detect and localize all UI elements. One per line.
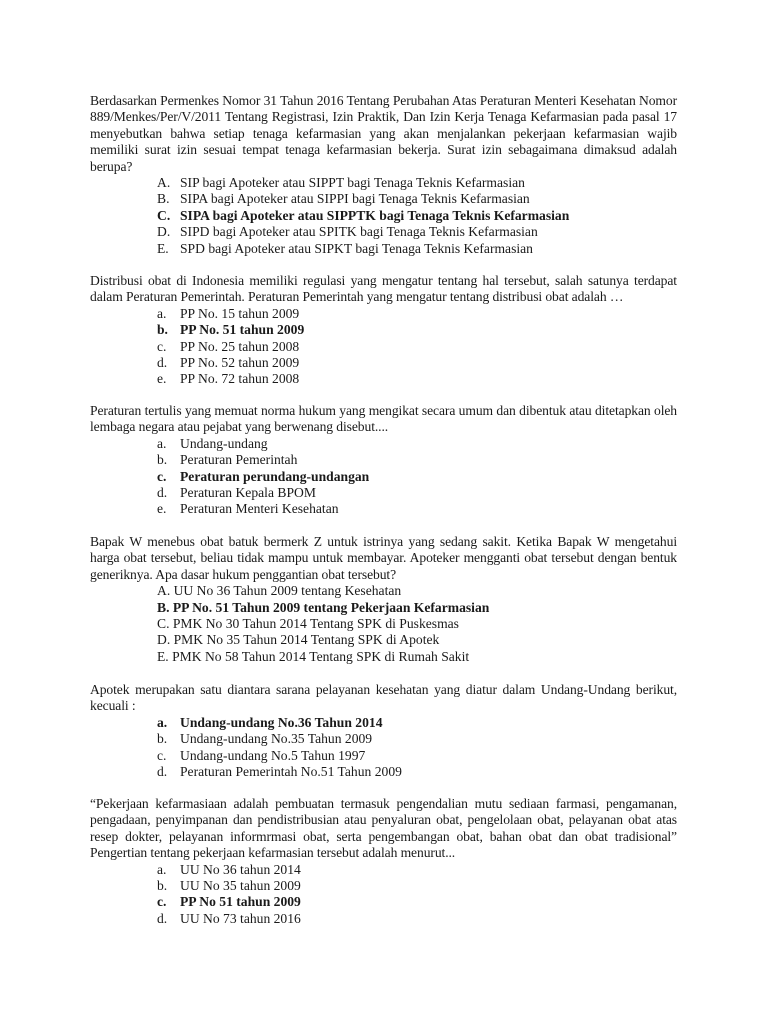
option-a [90, 862, 677, 878]
option-d [90, 632, 677, 648]
option-a [90, 175, 677, 191]
option-list [90, 715, 677, 781]
question-stem: Distribusi obat di Indonesia memiliki regulasi yang mengatur tentang hal tersebut, salah satunya terdapat dalam Peraturan Pemerintah. Peraturan Pemerintah yang mengatur tentang distribusi obat adalah … [90, 273, 677, 305]
option-text: Peraturan Pemerintah No.51 Tahun 2009 [180, 764, 402, 780]
option-list [90, 306, 677, 388]
question-stem: Bapak W menebus obat batuk bermerk Z untuk istrinya yang sedang sakit. Ketika Bapak W mengetahui harga obat tersebut, beliau tidak mampu untuk membayar. Apoteker mengganti obat tersebut dengan bentuk generiknya. Apa dasar hukum penggantian obat tersebut? [90, 534, 677, 582]
option-text: SIPA bagi Apoteker atau SIPPTK bagi Tenaga Teknis Kefarmasian [180, 207, 570, 223]
option-letter: d. [157, 910, 168, 926]
question-6 [90, 796, 677, 927]
question-stem: Apotek merupakan satu diantara sarana pelayanan kesehatan yang diatur dalam Undang-Undang berikut, kecuali : [90, 682, 677, 714]
question-stem: Peraturan tertulis yang memuat norma hukum yang mengikat secara umum dan dibentuk atau ditetapkan oleh lembaga negara atau pejabat yang berwenang disebut.... [90, 403, 677, 435]
option-text: Undang-undang No.36 Tahun 2014 [180, 714, 383, 730]
option-letter: a. [157, 861, 167, 877]
question-4 [90, 534, 677, 665]
option-text: Undang-undang [180, 435, 268, 451]
option-text: Undang-undang No.5 Tahun 1997 [180, 747, 366, 763]
option-e [90, 241, 677, 257]
option-text: PP No. 51 tahun 2009 [180, 322, 305, 338]
option-letter: c. [157, 894, 167, 910]
option-text: UU No 73 tahun 2016 [180, 910, 301, 926]
option-letter: b. [157, 452, 168, 468]
option-text: Peraturan perundang-undangan [180, 468, 370, 484]
option-text: Peraturan Kepala BPOM [180, 485, 316, 501]
option-e [90, 371, 677, 387]
option-text: PP No 51 tahun 2009 [180, 894, 301, 910]
option-b [90, 191, 677, 207]
question-stem: Berdasarkan Permenkes Nomor 31 Tahun 2016 Tentang Perubahan Atas Peraturan Menteri Kesehatan Nomor 889/Menkes/Per/V/2011 Tentang Registrasi, Izin Praktik, Dan Izin Kerja Tenaga Kefarmasian pada pasal 17 menyebutkan bahwa setiap tenaga kefarmasian yang akan menjalankan pekerjaan kefarmasian wajib memiliki surat izin sesuai tempat tenaga kefarmasian bekerja. Surat izin sebagaimana dimaksud adalah berupa? [90, 93, 677, 174]
option-c [90, 339, 677, 355]
question-5 [90, 682, 677, 780]
option-letter: a. [157, 305, 167, 321]
option-text: C. PMK No 30 Tahun 2014 Tentang SPK di Puskesmas [157, 616, 459, 632]
option-letter: c. [157, 468, 167, 484]
question-3 [90, 403, 677, 518]
option-text: Undang-undang No.35 Tahun 2009 [180, 731, 373, 747]
option-list [90, 862, 677, 928]
option-letter: d. [157, 355, 168, 371]
option-letter: c. [157, 747, 167, 763]
option-list [90, 175, 677, 257]
option-text: SIPD bagi Apoteker atau SPITK bagi Tenaga Teknis Kefarmasian [180, 224, 538, 240]
option-b [90, 731, 677, 747]
option-letter: C. [157, 207, 171, 223]
option-text: PP No. 72 tahun 2008 [180, 371, 300, 387]
option-e [90, 649, 677, 665]
option-e [90, 501, 677, 517]
option-text: E. PMK No 58 Tahun 2014 Tentang SPK di Rumah Sakit [157, 648, 470, 664]
option-d [90, 911, 677, 927]
option-d [90, 764, 677, 780]
option-c [90, 616, 677, 632]
option-d [90, 224, 677, 240]
option-list [90, 583, 677, 665]
option-letter: c. [157, 338, 167, 354]
option-text: A. UU No 36 Tahun 2009 tentang Kesehatan [157, 583, 402, 599]
option-a [90, 306, 677, 322]
option-text: Peraturan Menteri Kesehatan [180, 501, 339, 517]
option-text: B. PP No. 51 Tahun 2009 tentang Pekerjaan Kefarmasian [157, 599, 490, 615]
option-text: UU No 35 tahun 2009 [180, 878, 301, 894]
option-text: UU No 36 tahun 2014 [180, 861, 301, 877]
option-letter: d. [157, 764, 168, 780]
option-letter: e. [157, 501, 167, 517]
option-list [90, 436, 677, 518]
option-letter: b. [157, 878, 168, 894]
option-b-correct [90, 322, 677, 338]
option-text: PP No. 15 tahun 2009 [180, 305, 300, 321]
option-a [90, 583, 677, 599]
option-letter: a. [157, 714, 168, 730]
option-text: SIP bagi Apoteker atau SIPPT bagi Tenaga Teknis Kefarmasian [180, 175, 525, 191]
option-b [90, 878, 677, 894]
option-d [90, 355, 677, 371]
option-text: PP No. 52 tahun 2009 [180, 355, 300, 371]
option-text: Peraturan Pemerintah [180, 452, 298, 468]
option-text: SIPA bagi Apoteker atau SIPPI bagi Tenaga Teknis Kefarmasian [180, 191, 530, 207]
option-letter: A. [157, 175, 171, 191]
option-a-correct [90, 715, 677, 731]
option-letter: e. [157, 371, 167, 387]
option-letter: E. [157, 240, 169, 256]
option-c-correct [90, 208, 677, 224]
option-letter: B. [157, 191, 170, 207]
option-letter: d. [157, 485, 168, 501]
question-2 [90, 273, 677, 388]
option-c-correct [90, 469, 677, 485]
question-stem: “Pekerjaan kefarmasiaan adalah pembuatan termasuk pengendalian mutu sediaan farmasi, pengamanan, pengadaan, penyimpanan dan pendistribusian atau penyaluran obat, pengelolaan obat, pelayanan obat atas resep dokter, pelayanan informrmasi obat, serta pengembangan obat, bahan obat dan obat tradisional” Pengertian tentang pekerjaan kefarmasian tersebut adalah menurut... [90, 796, 677, 861]
option-a [90, 436, 677, 452]
option-b [90, 452, 677, 468]
option-letter: D. [157, 224, 171, 240]
question-1 [90, 93, 677, 257]
option-c [90, 748, 677, 764]
option-text: SPD bagi Apoteker atau SIPKT bagi Tenaga Teknis Kefarmasian [180, 240, 533, 256]
option-c-correct [90, 894, 677, 910]
option-letter: b. [157, 322, 168, 338]
option-d [90, 485, 677, 501]
option-letter: a. [157, 435, 167, 451]
option-text: PP No. 25 tahun 2008 [180, 338, 300, 354]
option-b-correct [90, 600, 677, 616]
option-text: D. PMK No 35 Tahun 2014 Tentang SPK di Apotek [157, 632, 440, 648]
option-letter: b. [157, 731, 168, 747]
